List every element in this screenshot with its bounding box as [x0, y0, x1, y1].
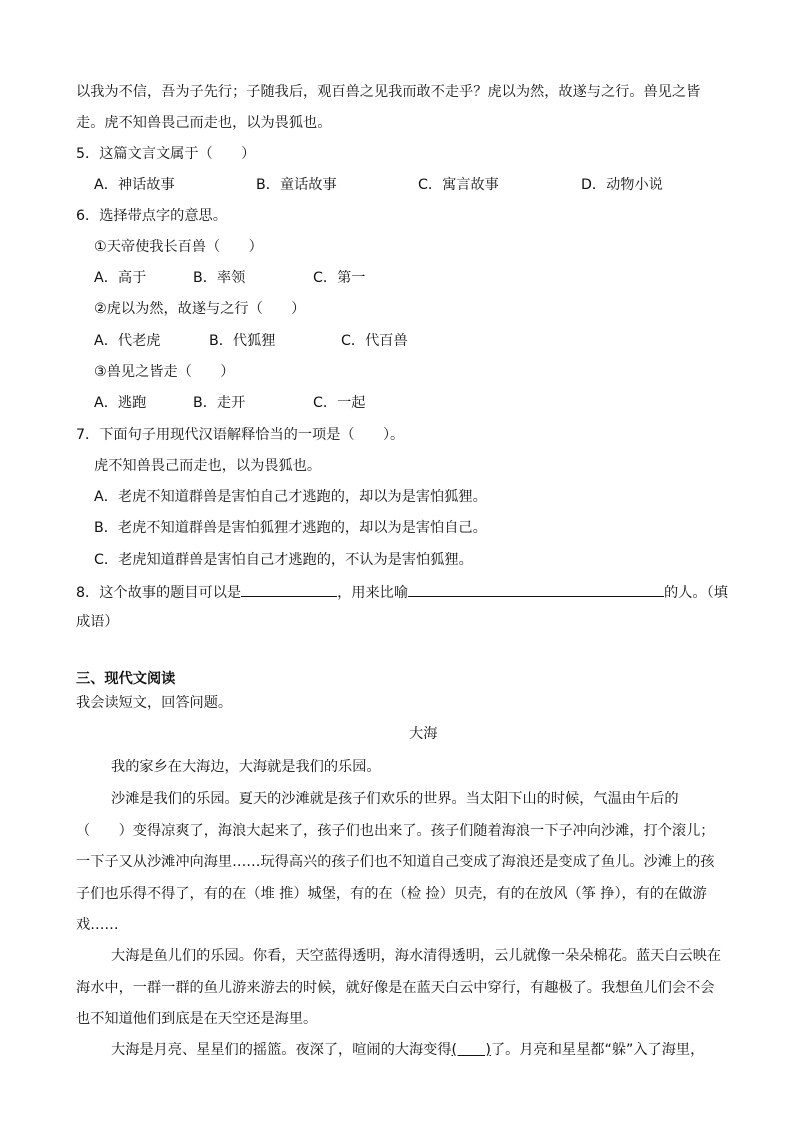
q7-option-a[interactable]: A．老虎不知道群兽是害怕自己才逃跑的，却以为是害怕狐狸。 [94, 489, 487, 505]
passage-title: 大海 [409, 726, 438, 742]
q5-option-d[interactable]: D．动物小说 [581, 177, 663, 193]
q6-sub2-option-b[interactable]: B．代狐狸 [209, 333, 276, 349]
q8-text-part1: 8．这个故事的题目可以是 [76, 585, 242, 601]
q6-sub1-option-a[interactable]: A．高于 [94, 270, 147, 286]
q6-sub3-option-b[interactable]: B．走开 [193, 395, 246, 411]
question-6-stem: 6．选择带点字的意思。 [76, 208, 227, 224]
q8-meaning-blank[interactable] [408, 581, 664, 597]
q5-option-c[interactable]: C．寓言故事 [418, 177, 499, 193]
q6-sub2-stem: ②虎以为然，故遂与之行（ ） [94, 301, 306, 317]
passage-p2-line: 戏…… [76, 917, 119, 933]
q6-sub1-option-c[interactable]: C．第一 [313, 270, 366, 286]
passage-line: 以我为不信，吾为子先行；子随我后，观百兽之见我而敢不走乎？虎以为然，故遂与之行。兽见之皆 [76, 84, 701, 100]
passage-p2-line: （ ）变得凉爽了，海浪大起来了，孩子们也出来了。孩子们随着海浪一下子冲向沙滩，打个滚儿； [76, 823, 715, 839]
q7-option-b[interactable]: B．老虎不知道群兽是害怕狐狸才逃跑的，却以为是害怕自己。 [94, 520, 487, 536]
p4-text-a: 大海是月亮、星星们的摇篮。夜深了，喧闹的大海变得 [111, 1042, 452, 1058]
q6-sub2-option-c[interactable]: C．代百兽 [341, 333, 408, 349]
q6-sub3-option-c[interactable]: C．一起 [313, 395, 366, 411]
question-8-line [76, 581, 728, 603]
q8-title-blank[interactable] [241, 581, 337, 597]
question-7-stem: 7．下面句子用现代汉语解释恰当的一项是（ ）。 [76, 427, 405, 443]
q7-sentence: 虎不知兽畏己而走也，以为畏狐也。 [94, 458, 322, 474]
q7-option-c[interactable]: C．老虎知道群兽是害怕自己才逃跑的，不认为是害怕狐狸。 [94, 552, 473, 568]
passage-p2-line: 一下子又从沙滩冲向海里……玩得高兴的孩子们也不知道自己变成了海浪还是变成了鱼儿。沙滩上的孩 [76, 854, 715, 870]
q8-text-part2: ，用来比喻 [337, 585, 409, 601]
q6-sub3-stem: ③兽见之皆走（ ） [94, 364, 235, 380]
section-3-instruction: 我会读短文，回答问题。 [76, 695, 233, 711]
section-3-heading: 三、现代文阅读 [76, 671, 176, 687]
passage-p2-line: 沙滩是我们的乐园。夏天的沙滩就是孩子们欢乐的世界。当太阳下山的时候，气温由午后的 [111, 791, 679, 807]
passage-p3-line: 海水中，一群一群的鱼儿游来游去的时候，就好像是在蓝天白云中穿行，有趣极了。我想鱼儿们会不会 [76, 980, 715, 996]
p4-text-b: 了。月亮和星星都“躲”入了海里， [490, 1042, 705, 1058]
q5-option-a[interactable]: A．神话故事 [94, 177, 175, 193]
q6-sub2-option-a[interactable]: A．代老虎 [94, 333, 161, 349]
q6-sub3-option-a[interactable]: A．逃跑 [94, 395, 147, 411]
passage-p3-line: 大海是鱼儿们的乐园。你看，天空蓝得透明，海水清得透明，云儿就像一朵朵棉花。蓝天白云映在 [111, 948, 722, 964]
q5-option-b[interactable]: B．童话故事 [256, 177, 337, 193]
question-5-stem: 5．这篇文言文属于（ ） [76, 146, 256, 162]
p4-answer-blank[interactable]: ( ) [451, 1042, 491, 1058]
q6-sub1-stem: ①天帝使我长百兽（ ） [94, 239, 263, 255]
passage-paragraph-1: 我的家乡在大海边，大海就是我们的乐园。 [111, 759, 381, 775]
passage-p3-line: 也不知道他们到底是在天空还是海里。 [76, 1011, 318, 1027]
passage-p4-line [111, 1040, 704, 1060]
q6-sub1-option-b[interactable]: B．率领 [193, 270, 246, 286]
q8-line2: 成语） [76, 614, 119, 630]
q8-text-part3: 的人。（填 [664, 585, 728, 601]
passage-p2-line: 子们也乐得不得了，有的在（堆 推）城堡，有的在（检 捡）贝壳，有的在放风（筝 挣），有的在做游 [76, 886, 707, 902]
passage-line: 走。虎不知兽畏己而走也，以为畏狐也。 [76, 115, 332, 131]
